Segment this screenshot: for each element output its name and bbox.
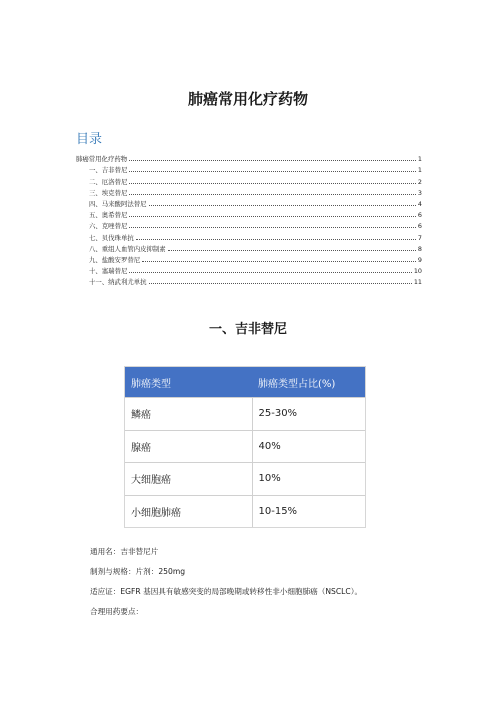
indication-line: 适应证：EGFR 基因具有敏感突变的局部晚期或转移性非小细胞肺癌（NSCLC）。	[90, 587, 363, 596]
toc-entry-page: 1	[417, 155, 422, 164]
table-cell: 10-15%	[252, 495, 365, 527]
toc-entry[interactable]	[76, 186, 422, 197]
toc-entry-label: 十一、纳武利尤单抗	[89, 278, 147, 287]
table-cell: 25-30%	[252, 398, 365, 431]
toc-leader-dots	[129, 194, 416, 195]
toc-entry[interactable]	[76, 174, 422, 185]
toc-leader-dots	[129, 160, 416, 161]
toc-leader-dots	[129, 227, 416, 228]
toc-leader-dots	[129, 216, 416, 217]
toc-entry-page: 10	[413, 267, 422, 276]
toc-leader-dots	[149, 205, 416, 206]
toc-leader-dots	[168, 250, 416, 251]
toc-entry-label: 二、厄洛替尼	[89, 177, 128, 186]
toc-entry-label: 五、奥希替尼	[89, 211, 128, 220]
table-cell: 大细胞癌	[125, 463, 252, 496]
toc-leader-dots	[149, 283, 412, 284]
table-row	[125, 398, 365, 431]
toc-entry-label: 七、贝伐珠单抗	[89, 233, 134, 242]
toc-leader-dots	[129, 171, 416, 172]
table-cell: 鳞癌	[125, 398, 252, 431]
toc-leader-dots	[129, 183, 416, 184]
toc-leader-dots	[129, 272, 412, 273]
table-cell: 小细胞肺癌	[125, 495, 252, 527]
toc-entry-page: 7	[417, 233, 422, 242]
toc-entry[interactable]	[76, 197, 422, 208]
table-row	[125, 495, 365, 527]
table-header-row	[125, 367, 365, 398]
toc-entry-page: 4	[417, 199, 422, 208]
toc-entry-label: 一、吉非替尼	[89, 166, 128, 175]
table-of-contents	[76, 152, 422, 286]
table-row	[125, 463, 365, 496]
toc-heading: 目录	[76, 132, 103, 147]
document-title: 肺癌常用化疗药物	[187, 90, 308, 108]
toc-entry-label: 九、盐酸安罗替尼	[89, 255, 141, 264]
toc-entry[interactable]	[76, 152, 422, 163]
table-cell: 腺癌	[125, 430, 252, 463]
lung-cancer-type-table	[124, 366, 366, 528]
toc-entry-page: 11	[413, 278, 422, 287]
toc-entry-page: 6	[417, 222, 422, 231]
toc-entry-label: 八、重组人血管内皮抑制素	[89, 244, 166, 253]
toc-entry[interactable]	[76, 275, 422, 286]
toc-entry-label: 三、埃克替尼	[89, 188, 128, 197]
toc-entry[interactable]	[76, 242, 422, 253]
formulation-line: 制剂与规格：片剂：250mg	[90, 567, 186, 576]
table-header-cell: 肺癌类型	[125, 367, 252, 398]
table-cell: 10%	[252, 463, 365, 496]
toc-entry-page: 1	[417, 166, 422, 175]
toc-entry[interactable]	[76, 219, 422, 230]
toc-entry[interactable]	[76, 264, 422, 275]
table-row	[125, 430, 365, 463]
toc-entry[interactable]	[76, 253, 422, 264]
toc-entry[interactable]	[76, 163, 422, 174]
table-cell: 40%	[252, 430, 365, 463]
generic-name-line: 通用名：吉非替尼片	[90, 547, 159, 556]
toc-entry-page: 6	[417, 211, 422, 220]
toc-leader-dots	[142, 261, 416, 262]
section-heading: 一、吉非替尼	[208, 322, 287, 337]
toc-entry-page: 3	[417, 188, 422, 197]
toc-entry-label: 四、马来酸阿法替尼	[89, 199, 147, 208]
toc-entry[interactable]	[76, 230, 422, 241]
toc-entry-page: 8	[417, 244, 422, 253]
toc-entry[interactable]	[76, 208, 422, 219]
usage-points-line: 合理用药要点：	[90, 607, 144, 616]
toc-entry-page: 9	[417, 255, 422, 264]
toc-entry-label: 肺癌常用化疗药物	[76, 155, 128, 164]
table-header-cell: 肺癌类型占比(%)	[252, 367, 365, 398]
toc-entry-page: 2	[417, 177, 422, 186]
toc-leader-dots	[136, 239, 416, 240]
toc-entry-label: 六、克唑替尼	[89, 222, 128, 231]
toc-entry-label: 十、塞瑞替尼	[89, 267, 128, 276]
